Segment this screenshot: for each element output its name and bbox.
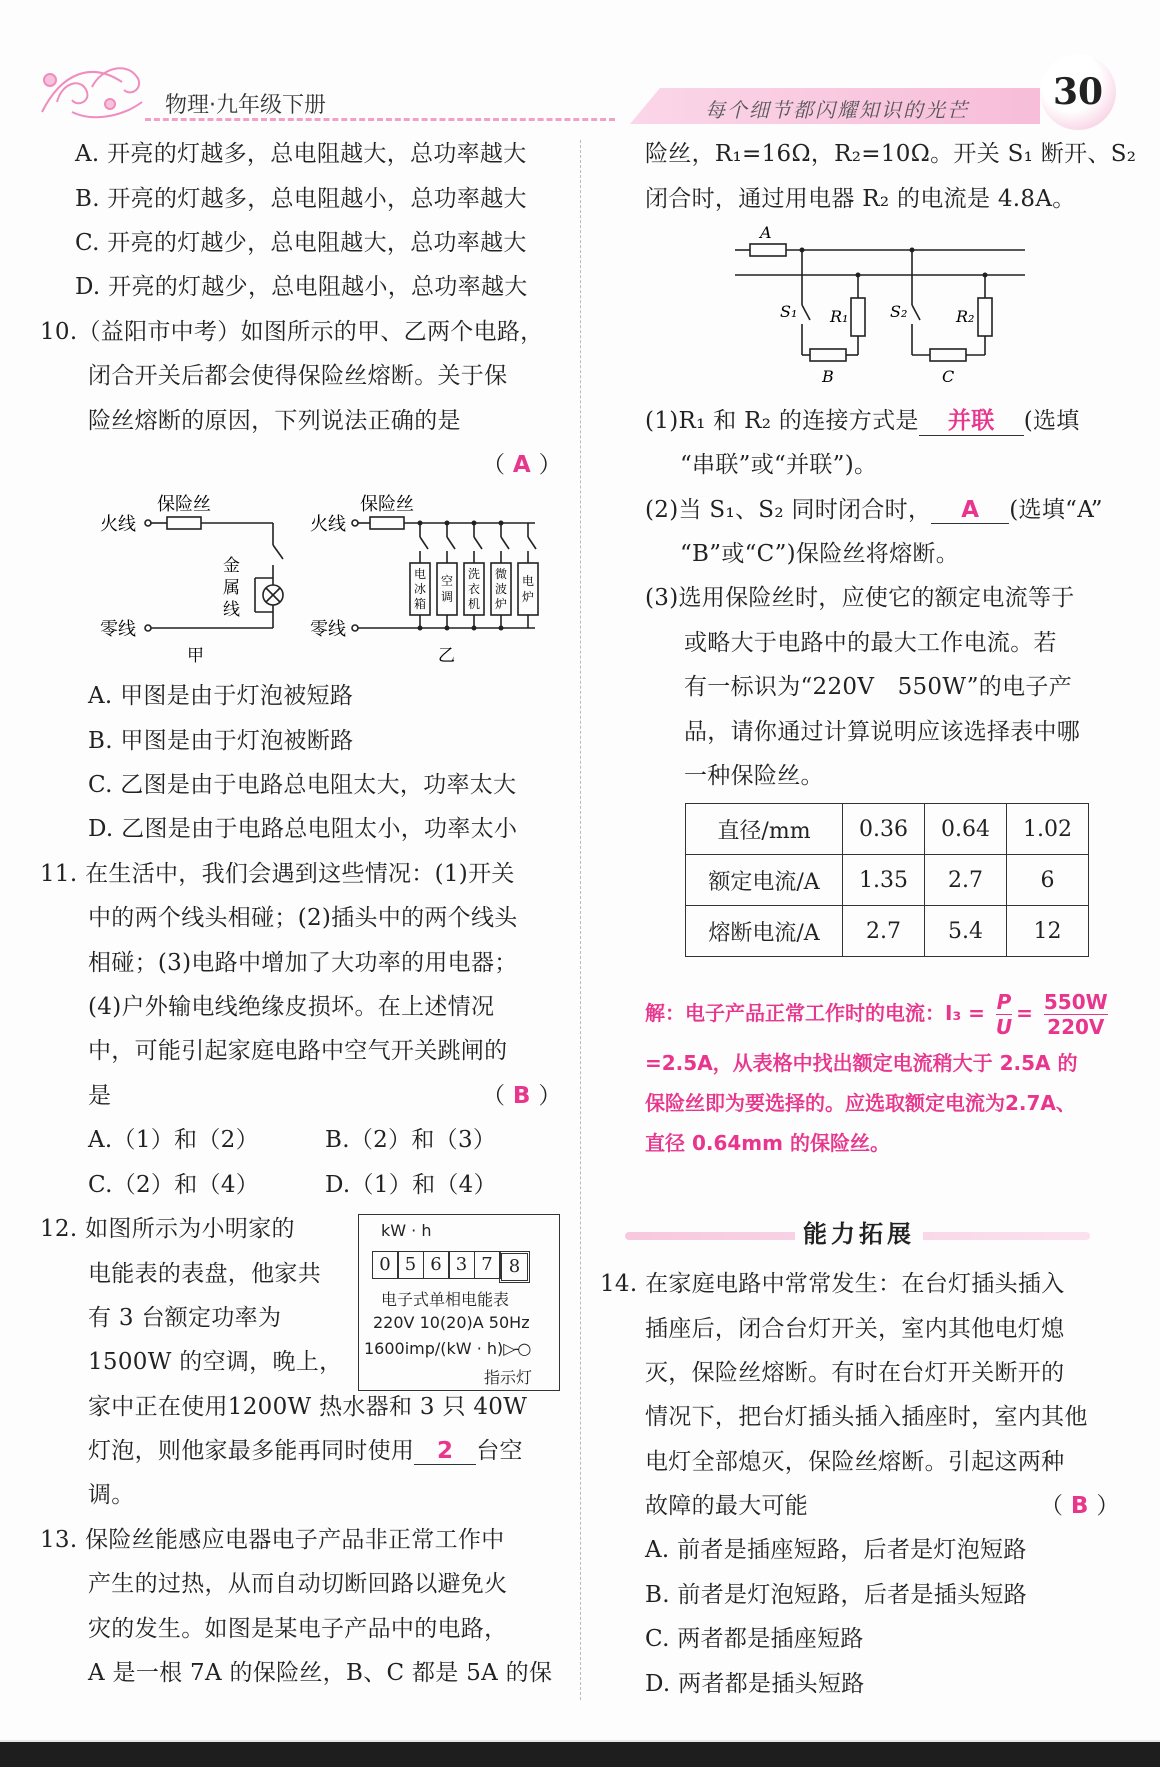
q13-circuit-figure xyxy=(730,220,1030,390)
q14-option-a: A. 前者是插座短路，后者是灯泡短路 xyxy=(645,1537,1027,1563)
q13-sub3-1: (3)选用保险丝时，应使它的额定电流等于 xyxy=(645,585,1075,611)
r1-label: R₁ xyxy=(830,307,849,326)
table-cell: 0.36 xyxy=(843,804,925,855)
q13-sub2-answer: A xyxy=(961,497,980,523)
q11-option-a: A.（1）和（2） xyxy=(88,1127,259,1153)
book-title: 物理·九年级下册 xyxy=(165,93,326,118)
fuse-b-label: B xyxy=(822,367,834,386)
svg-text:调: 调 xyxy=(441,590,454,604)
q14-stem-6: 故障的最大可能 xyxy=(645,1493,809,1519)
q13-stem-4: A 是一根 7A 的保险丝，B、C 都是 5A 的保 xyxy=(88,1660,553,1686)
table-cell: 12 xyxy=(1007,906,1089,957)
q10-stem-2: 闭合开关后都会使得保险丝熔断。关于保 xyxy=(88,363,508,389)
q14-stem-4: 情况下，把台灯插头插入插座时，室内其他 xyxy=(645,1404,1088,1430)
meter-spec: 220V 10(20)A 50Hz xyxy=(373,1313,530,1332)
q14-stem-1: 14. 在家庭电路中常常发生：在台灯插头插入 xyxy=(600,1271,1065,1297)
caption-a: 甲 xyxy=(187,646,204,665)
svg-text:衣: 衣 xyxy=(468,582,481,596)
svg-text:电: 电 xyxy=(414,567,427,581)
meter-indicator: 指示灯 xyxy=(484,1368,533,1387)
fuse-a-label: A xyxy=(760,223,772,242)
q13-sub2: (2)当 S₁、S₂ 同时闭合时， A (选填“A” xyxy=(645,497,1103,523)
q13-stem-5: 险丝，R₁=16Ω，R₂=10Ω。开关 S₁ 断开、S₂ xyxy=(645,141,1137,167)
q10-option-c: C. 乙图是由于电路总电阻太大，功率太大 xyxy=(88,772,517,798)
table-cell: 直径/mm xyxy=(686,804,843,855)
svg-text:线: 线 xyxy=(223,600,240,620)
section-title-text: 能力拓展 xyxy=(795,1214,923,1249)
meter-digits: 0 5 6 3 7 8 xyxy=(373,1251,530,1283)
q13-sub1: (1)R₁ 和 R₂ 的连接方式是 并联 (选填 xyxy=(645,402,1080,436)
q12-answer: 2 xyxy=(437,1438,454,1464)
q13-sub1-line2: “串联”或“并联”)。 xyxy=(680,452,878,478)
svg-text:炉: 炉 xyxy=(522,590,535,604)
column-divider xyxy=(580,140,581,1700)
q11-stem-5: 中，可能引起家庭电路中空气开关跳闸的 xyxy=(88,1038,508,1064)
q12-stem-3: 有 3 台额定功率为 xyxy=(88,1305,282,1331)
q10-option-a: A. 甲图是由于灯泡被短路 xyxy=(88,683,354,709)
live-label-a: 火线 xyxy=(100,514,136,535)
table-row xyxy=(686,906,1089,957)
table-cell: 6 xyxy=(1007,855,1089,906)
q13-stem-3: 灾的发生。如图是某电子产品中的电路， xyxy=(88,1616,508,1642)
s1-label: S₁ xyxy=(780,302,798,321)
table-cell: 1.02 xyxy=(1007,804,1089,855)
table-cell: 熔断电流/A xyxy=(686,906,843,957)
section-title xyxy=(625,1218,1090,1248)
svg-text:洗: 洗 xyxy=(468,567,481,581)
q11-stem-2: 中的两个线头相碰；(2)插头中的两个线头 xyxy=(88,905,518,931)
q11-stem-4: (4)户外输电线绝缘皮损坏。在上述情况 xyxy=(88,994,495,1020)
q11-answer: （ B ） xyxy=(482,1083,562,1109)
svg-text:波: 波 xyxy=(495,582,508,596)
q12-stem-6: 灯泡，则他家最多能再同时使用 2 台空 xyxy=(88,1438,523,1464)
q12-stem-1: 12. 如图所示为小明家的 xyxy=(40,1216,295,1242)
q12-stem-2: 电能表的表盘，他家共 xyxy=(88,1261,321,1287)
fuse-c-label: C xyxy=(942,367,955,386)
wire-label-1: 金 xyxy=(223,556,240,576)
q10-option-b: B. 甲图是由于灯泡被断路 xyxy=(88,728,354,754)
fuse-label-a: 保险丝 xyxy=(157,494,211,515)
table-row xyxy=(686,804,1089,855)
q11-option-c: C.（2）和（4） xyxy=(88,1172,260,1198)
svg-text:炉: 炉 xyxy=(495,597,508,611)
q11-stem-6: 是 xyxy=(88,1083,112,1109)
svg-text:电: 电 xyxy=(522,574,535,588)
neutral-label-a: 零线 xyxy=(100,619,136,640)
q10-stem-1: 10.（益阳市中考）如图所示的甲、乙两个电路， xyxy=(40,319,544,345)
svg-text:属: 属 xyxy=(223,578,240,598)
table-cell: 5.4 xyxy=(925,906,1007,957)
solution-line-1: 解：电子产品正常工作时的电流：I₃ = $\frac{P}{U}$ = $\frac{550W}{220V}$ xyxy=(645,990,1108,1039)
q10-stem-3: 险丝熔断的原因，下列说法正确的是 xyxy=(88,408,461,434)
svg-text:冰: 冰 xyxy=(414,582,427,596)
r2-label: R₂ xyxy=(956,307,975,326)
q12-stem-4: 1500W 的空调，晚上， xyxy=(88,1349,343,1375)
q14-stem-2: 插座后，闭合台灯开关，室内其他电灯熄 xyxy=(645,1316,1065,1342)
table-cell: 1.35 xyxy=(843,855,925,906)
q13-stem-1: 13. 保险丝能感应电器电子产品非正常工作中 xyxy=(40,1527,505,1553)
q14-option-b: B. 前者是灯泡短路，后者是插头短路 xyxy=(645,1582,1027,1608)
page-number: 30 xyxy=(1040,54,1116,130)
q10-answer: （ A ） xyxy=(482,452,562,478)
circuit-a-figure xyxy=(95,485,295,665)
q12-stem-7: 调。 xyxy=(88,1482,135,1508)
q9-option-c: C. 开亮的灯越少，总电阻越大，总功率越大 xyxy=(75,230,527,256)
flower-ornament-icon xyxy=(32,52,150,124)
circuit-b-figure xyxy=(310,485,560,665)
fuse-label-b: 保险丝 xyxy=(360,494,414,515)
q13-sub3-4: 品，请你通过计算说明应该选择表中哪 xyxy=(684,719,1081,745)
solution-line-3: 保险丝即为要选择的。应选取额定电流为2.7A、 xyxy=(645,1091,1076,1115)
meter-unit: kW · h xyxy=(381,1221,432,1240)
header-slogan: 每个细节都闪耀知识的光芒 xyxy=(705,98,969,122)
q13-sub3-5: 一种保险丝。 xyxy=(684,763,824,789)
q11-stem-3: 相碰；(3)电路中增加了大功率的用电器； xyxy=(88,950,518,976)
svg-text:箱: 箱 xyxy=(414,597,427,611)
q13-stem-6: 闭合时，通过用电器 R₂ 的电流是 4.8A。 xyxy=(645,186,1076,212)
fuse-table xyxy=(685,803,1089,957)
table-cell: 2.7 xyxy=(843,906,925,957)
q14-option-d: D. 两者都是插头短路 xyxy=(645,1671,865,1697)
svg-text:微: 微 xyxy=(495,567,508,581)
meter-imp: 1600imp/(kW · h)▷-○ xyxy=(364,1339,530,1358)
q13-stem-2: 产生的过热，从而自动切断回路以避免火 xyxy=(88,1571,508,1597)
q14-stem-3: 灭，保险丝熔断。有时在台灯开关断开的 xyxy=(645,1360,1065,1386)
q13-sub3-3: 有一标识为“220V 550W”的电子产 xyxy=(684,674,1072,700)
table-cell: 额定电流/A xyxy=(686,855,843,906)
q13-sub2-line2: “B”或“C”)保险丝将熔断。 xyxy=(680,541,960,567)
svg-text:机: 机 xyxy=(468,597,481,611)
energy-meter-figure xyxy=(358,1214,560,1391)
table-cell: 0.64 xyxy=(925,804,1007,855)
q9-option-d: D. 开亮的灯越少，总电阻越小，总功率越大 xyxy=(75,274,528,300)
table-row xyxy=(686,855,1089,906)
bottom-bar xyxy=(0,1742,1160,1767)
q10-option-d: D. 乙图是由于电路总电阻太小，功率太小 xyxy=(88,816,518,842)
live-label-b: 火线 xyxy=(310,514,346,535)
q9-option-b: B. 开亮的灯越多，总电阻越小，总功率越大 xyxy=(75,186,527,212)
q11-option-b: B.（2）和（3） xyxy=(325,1127,497,1153)
neutral-label-b: 零线 xyxy=(310,619,346,640)
q11-option-d: D.（1）和（4） xyxy=(325,1172,497,1198)
q14-answer: （ B ） xyxy=(1040,1493,1120,1519)
solution-line-4: 直径 0.64mm 的保险丝。 xyxy=(645,1131,890,1155)
q13-sub1-answer: 并联 xyxy=(947,408,995,434)
q13-sub3-2: 或略大于电路中的最大工作电流。若 xyxy=(684,630,1057,656)
q12-stem-5: 家中正在使用1200W 热水器和 3 只 40W xyxy=(88,1394,528,1420)
header-dashed-line xyxy=(145,118,615,121)
solution-line-2: =2.5A，从表格中找出额定电流稍大于 2.5A 的 xyxy=(645,1051,1078,1075)
q14-stem-5: 电灯全部熄灭，保险丝熔断。引起这两种 xyxy=(645,1449,1065,1475)
table-cell: 2.7 xyxy=(925,855,1007,906)
meter-type: 电子式单相电能表 xyxy=(381,1290,510,1309)
svg-text:空: 空 xyxy=(441,574,454,588)
caption-b: 乙 xyxy=(438,646,455,665)
q11-stem-1: 11. 在生活中，我们会遇到这些情况：(1)开关 xyxy=(40,861,515,887)
q9-option-a: A. 开亮的灯越多，总电阻越大，总功率越大 xyxy=(75,141,527,167)
q14-option-c: C. 两者都是插座短路 xyxy=(645,1626,864,1652)
s2-label: S₂ xyxy=(890,302,908,321)
